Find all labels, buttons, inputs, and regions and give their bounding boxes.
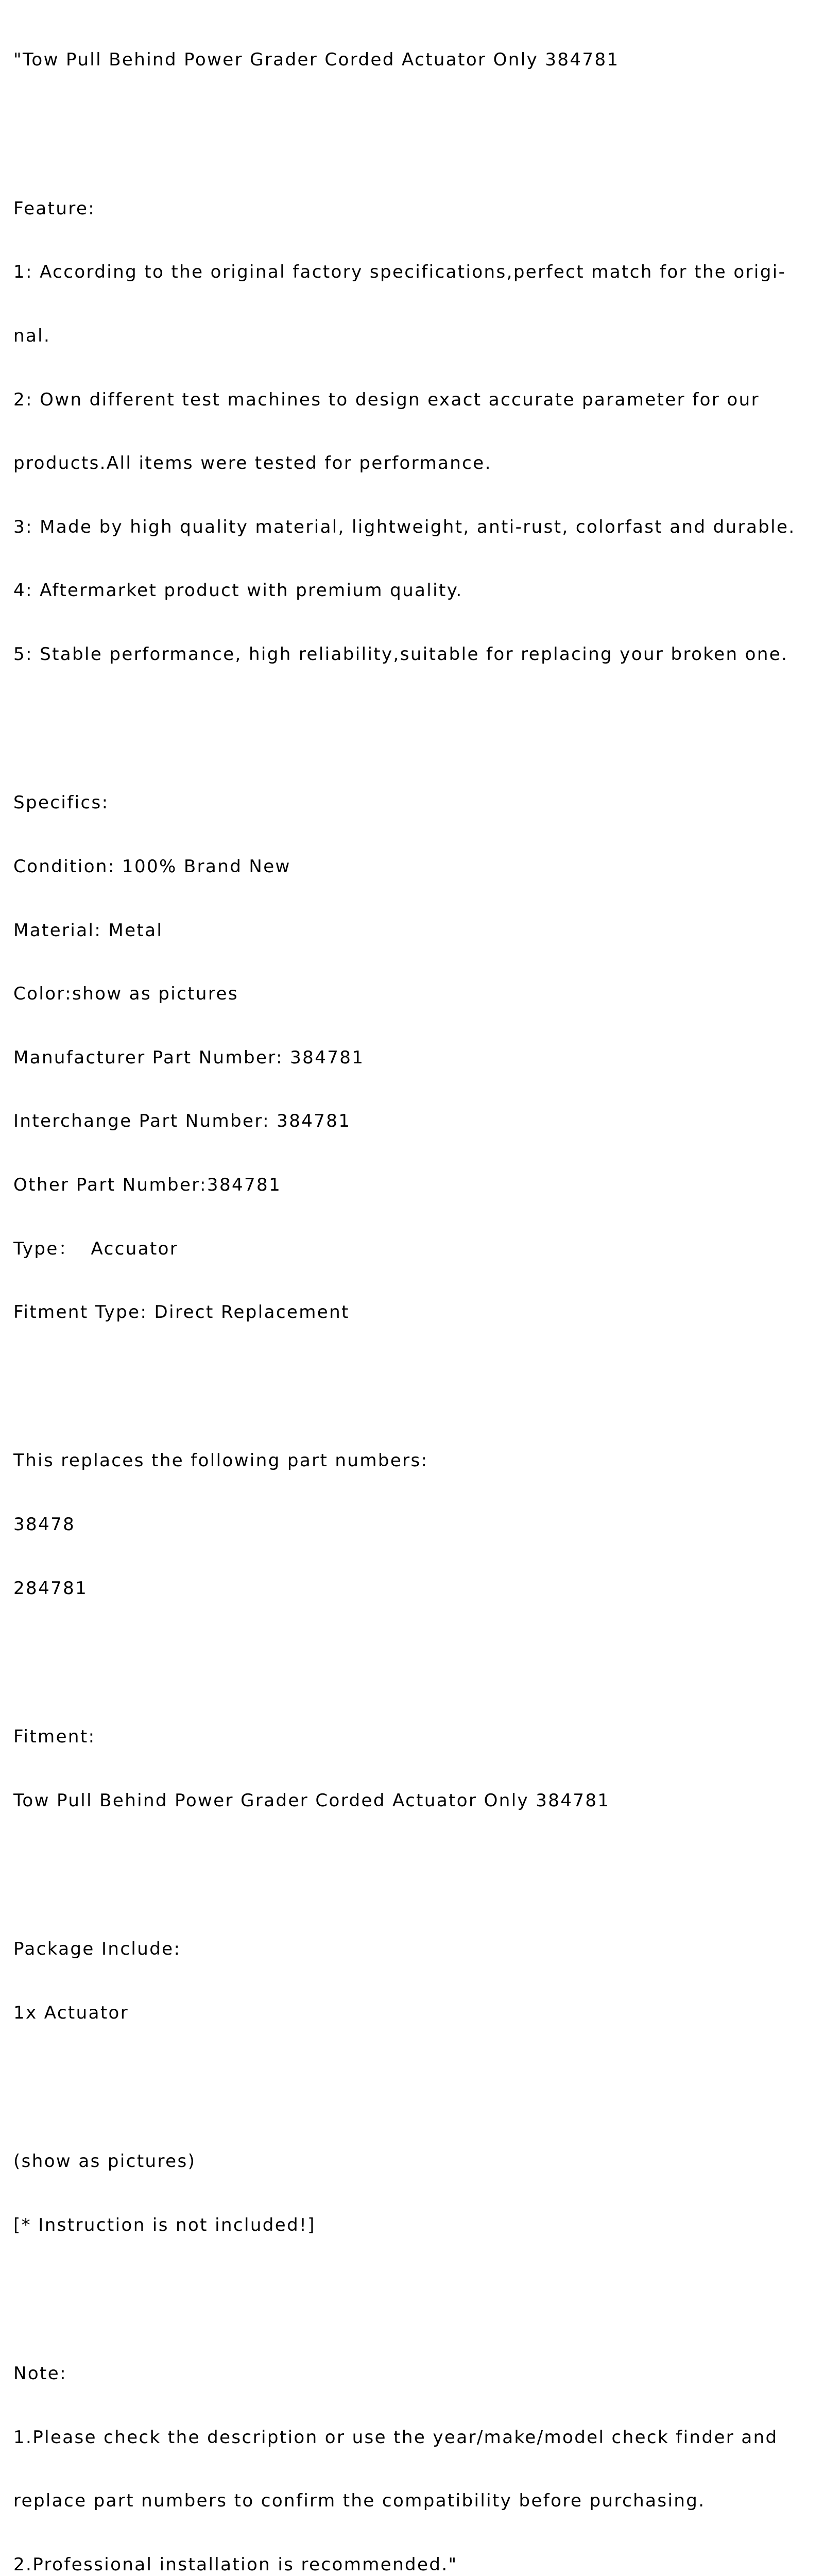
feature-line: 5: Stable performance, high reliability,suitable for replacing your broken one. xyxy=(13,643,788,665)
specifics-line: Condition: 100% Brand New xyxy=(13,856,291,877)
feature-line: nal. xyxy=(13,325,51,346)
replaces-heading: This replaces the following part numbers: xyxy=(13,1450,428,1471)
specifics-line: Fitment Type: Direct Replacement xyxy=(13,1302,350,1323)
note-heading: Note: xyxy=(13,2363,67,2384)
spacer xyxy=(13,2066,822,2087)
spacer xyxy=(13,1641,822,1663)
note-line: 1.Please check the description or use the year/make/model check finder and xyxy=(13,2427,778,2448)
note-line: 2.Professional installation is recommended." xyxy=(13,2554,458,2575)
spacer xyxy=(13,1854,822,1875)
specifics-line: Interchange Part Number: 384781 xyxy=(13,1111,351,1132)
feature-heading: Feature: xyxy=(13,198,96,219)
feature-line: 3: Made by high quality material, lightweight, anti-rust, colorfast and durable. xyxy=(13,516,796,537)
fitment-heading: Fitment: xyxy=(13,1726,96,1748)
feature-line: 1: According to the original factory specifications,perfect match for the origi- xyxy=(13,262,786,283)
specifics-line: Manufacturer Part Number: 384781 xyxy=(13,1047,365,1068)
product-description xyxy=(13,7,822,2576)
specifics-line: Type： Accuator xyxy=(13,1238,179,1259)
spacer xyxy=(13,113,822,134)
fitment-line: Tow Pull Behind Power Grader Corded Actuator Only 384781 xyxy=(13,1790,610,1811)
specifics-line: Color:show as pictures xyxy=(13,984,238,1005)
replaces-part-number: 38478 xyxy=(13,1514,76,1535)
package-line: 1x Actuator xyxy=(13,2002,129,2023)
note-line: replace part numbers to confirm the compatibility before purchasing. xyxy=(13,2490,706,2512)
feature-line: 4: Aftermarket product with premium quality. xyxy=(13,580,463,601)
extra-line: (show as pictures) xyxy=(13,2151,196,2172)
feature-line: 2: Own different test machines to design exact accurate parameter for our xyxy=(13,389,760,410)
package-heading: Package Include: xyxy=(13,1939,181,1960)
specifics-line: Material: Metal xyxy=(13,920,163,941)
document-title: "Tow Pull Behind Power Grader Corded Actuator Only 384781 xyxy=(13,49,620,71)
spacer xyxy=(13,708,822,729)
extra-line: [* Instruction is not included!] xyxy=(13,2214,316,2235)
replaces-part-number: 284781 xyxy=(13,1578,88,1599)
specifics-line: Other Part Number:384781 xyxy=(13,1174,282,1195)
specifics-heading: Specifics: xyxy=(13,792,109,814)
spacer xyxy=(13,1366,822,1387)
feature-line: products.All items were tested for performance. xyxy=(13,453,492,474)
spacer xyxy=(13,2278,822,2299)
